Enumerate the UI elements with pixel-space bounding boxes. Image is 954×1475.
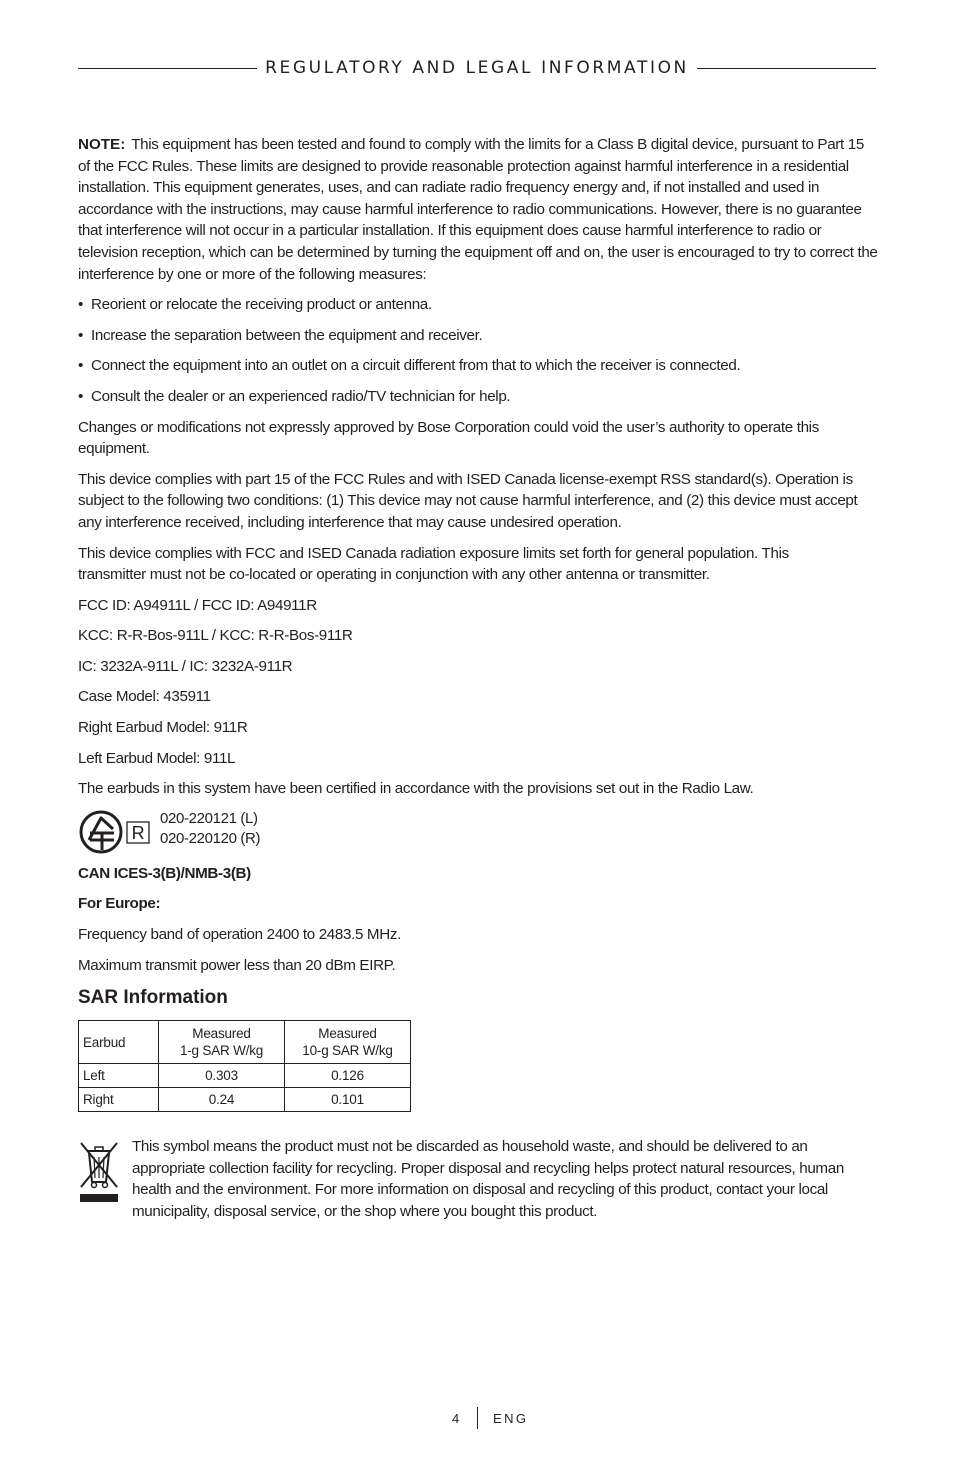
left-earbud-model: Left Earbud Model: 911L [78, 749, 236, 767]
case-model: Case Model: 435911 [78, 688, 211, 706]
note-text: This equipment has been tested and found to comply with the limits for a Class B digital device, pursuant to Part 15 of the FCC Rules. These limits are designed to provide reasonable protection against harmful interference in a residential installation. This equipment generates, uses, and can radiate radio frequency energy and, if not installed and used in accordance with the instructions, may cause harmful interference to radio communications. However, there is no guarantee that interference will not occur in a particular installation. If this equipment does cause harmful interference to radio or television reception, which can be determined by turning the equipment off and on, the user is encouraged to try to correct the interference by one or more of the following measures: [78, 136, 878, 283]
list-item: • Connect the equipment into an outlet on a circuit different from that to which the receiver is connected. [78, 355, 878, 377]
ic-id: IC: 3232A-911L / IC: 3232A-911R [78, 657, 293, 675]
weee-section [78, 1140, 878, 1222]
japan-radio-mark-icon [78, 809, 152, 855]
document-body [78, 134, 878, 1223]
max-transmit-power: Maximum transmit power less than 20 dBm EIRP. [78, 956, 396, 974]
crossed-out-bin-icon [78, 1140, 120, 1206]
header-rule-left [78, 68, 257, 69]
col-earbud-header: Earbud [79, 1021, 159, 1064]
page-footer [0, 1407, 954, 1431]
col-1g-header: Measured 1-g SAR W/kg [159, 1021, 285, 1064]
cell-earbud: Right [79, 1088, 159, 1112]
radio-law-paragraph: The earbuds in this system have been certified in accordance with the provisions set out in the Radio Law. [78, 780, 754, 798]
bullet-text: Consult the dealer or an experienced radio/TV technician for help. [91, 387, 511, 405]
cell-sar-1g: 0.303 [159, 1064, 285, 1088]
sar-table [78, 1020, 411, 1112]
changes-paragraph: Changes or modifications not expressly approved by Bose Corporation could void the user’s authority to operate this equipment. [78, 418, 819, 458]
table-header-row [79, 1021, 411, 1064]
weee-text: This symbol means the product must not be discarded as household waste, and should be delivered to an appropriate collection facility for recycling. Proper disposal and recycling helps protect natural resources, human health and the environment. For more information on disposal and recycling of this product, contact your local municipality, disposal service, or the shop where you bought this product. [132, 1138, 844, 1220]
bullet-text: Connect the equipment into an outlet on a circuit different from that to which the receiver is connected. [91, 357, 741, 375]
cell-sar-1g: 0.24 [159, 1088, 285, 1112]
bullet-text: Increase the separation between the equipment and receiver. [91, 326, 483, 344]
page-number: 4 [452, 1411, 462, 1426]
frequency-band: Frequency band of operation 2400 to 2483.5 MHz. [78, 926, 401, 944]
page-header [78, 56, 876, 80]
kcc-id: KCC: R-R-Bos-911L / KCC: R-R-Bos-911R [78, 627, 353, 645]
radio-code-right: 020-220120 (R) [160, 829, 261, 847]
radio-mark-letter: R [131, 822, 145, 843]
cell-earbud: Left [79, 1064, 159, 1088]
header-title: REGULATORY AND LEGAL INFORMATION [265, 58, 689, 78]
list-item: • Reorient or relocate the receiving product or antenna. [78, 294, 878, 316]
sar-heading: SAR Information [78, 987, 228, 1009]
compliance-paragraph: This device complies with part 15 of the FCC Rules and with ISED Canada license-exempt RSS standard(s). Operation is subject to the following two conditions: (1) This device may not cause harmful interference, and (2) this device must accept any interference received, including interference that may cause undesired operation. [78, 470, 858, 531]
can-ices: CAN ICES-3(B)/NMB-3(B) [78, 864, 251, 882]
footer-separator [477, 1407, 478, 1429]
col-10g-header: Measured 10-g SAR W/kg [285, 1021, 411, 1064]
table-row [79, 1088, 411, 1112]
cell-sar-10g: 0.126 [285, 1064, 411, 1088]
fcc-note [78, 134, 878, 285]
europe-heading: For Europe: [78, 895, 161, 913]
list-item: • Increase the separation between the equipment and receiver. [78, 325, 878, 347]
language-code: ENG [493, 1411, 529, 1426]
list-item: • Consult the dealer or an experienced radio/TV technician for help. [78, 386, 878, 408]
japan-radio-mark-row [78, 809, 878, 855]
header-rule-right [697, 68, 876, 69]
fcc-id: FCC ID: A94911L / FCC ID: A94911R [78, 596, 317, 614]
radiation-paragraph: This device complies with FCC and ISED Canada radiation exposure limits set forth for general population. This transmitter must not be co-located or operating in conjunction with any other antenna or transmitter. [78, 544, 789, 584]
radio-mark-codes [160, 809, 260, 849]
radio-code-left: 020-220121 (L) [160, 809, 258, 827]
note-label: NOTE: [78, 136, 126, 153]
right-earbud-model: Right Earbud Model: 911R [78, 719, 248, 737]
table-row [79, 1064, 411, 1088]
cell-sar-10g: 0.101 [285, 1088, 411, 1112]
bullet-text: Reorient or relocate the receiving product or antenna. [91, 296, 432, 314]
